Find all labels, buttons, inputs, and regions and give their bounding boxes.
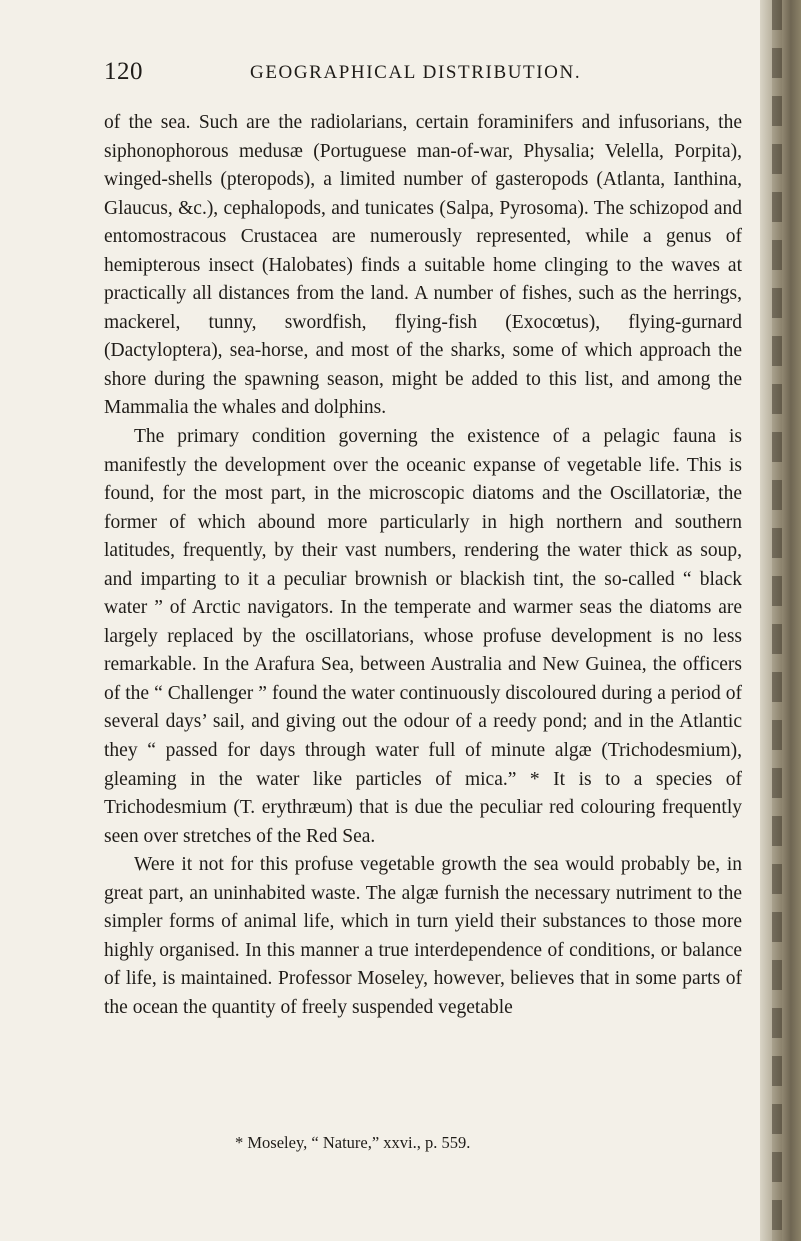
footnote: * Moseley, “ Nature,” xxvi., p. 559. bbox=[235, 1133, 471, 1152]
page-edge-shadow bbox=[760, 0, 801, 1241]
paragraph-pelagic-fauna: of the sea. Such are the radiolarians, certain foraminifers and infusorians, the siphonophorous medusæ (Portuguese man-of-war, Physalia; Velella, Porpita), winged-shells (pteropods), a limited number of gasteropods (Atlanta, Ianthina, Glaucus, &c.), cephalopods, and tunicates (Salpa, Pyrosoma). The schizopod and entomostracous Crustacea are numerously represented, while a genus of hemipterous insect (Halobates) finds a suitable home clinging to the waves at practically all distances from the land. A number of fishes, such as the herrings, mackerel, tunny, swordfish, flying-fish (Exocœtus), flying-gurnard (Dactyloptera), sea-horse, and most of the sharks, some of which approach the shore during the spawning season, might be added to this list, and among the Mammalia the whales and dolphins. bbox=[104, 112, 742, 419]
body-text bbox=[104, 109, 742, 1023]
page-number: 120 bbox=[104, 58, 143, 85]
paragraph-primary-condition: The primary condition governing the existence of a pelagic fauna is manifestly the development over the oceanic expanse of vegetable life. This is found, for the most part, in the microscopic diatoms and the Oscillatoriæ, the former of which abound more particularly in high northern and southern latitudes, frequently, by their vast numbers, rendering the water thick as soup, and imparting to it a peculiar brownish or blackish tint, the so-called “ black water ” of Arctic navigators. In the temperate and warmer seas the diatoms are largely replaced by the oscillatorians, whose profuse development is no less remarkable. In the Arafura Sea, between Australia and New Guinea, the officers of the “ Challenger ” found the water continuously discoloured during a period of several days’ sail, and giving out the odour of a reedy pond; and in the Atlantic they “ passed for days through water full of minute algæ (Trichodesmium), gleaming in the water like particles of mica.” * It is to a species of Trichodesmium (T. erythræum) that is due the peculiar red colouring frequently seen over stretches of the Red Sea. bbox=[104, 426, 742, 847]
chapter-title: GEOGRAPHICAL DISTRIBUTION. bbox=[250, 62, 582, 83]
running-head bbox=[104, 58, 744, 86]
paragraph-vegetable-growth: Were it not for this profuse vegetable growth the sea would probably be, in great part, an uninhabited waste. The algæ furnish the necessary nutriment to the simpler forms of animal life, which in turn yield their substances to those more highly organised. In this manner a true interdependence of conditions, or balance of life, is maintained. Professor Moseley, however, believes that in some parts of the ocean the quantity of freely suspended vegetable bbox=[104, 854, 742, 1018]
